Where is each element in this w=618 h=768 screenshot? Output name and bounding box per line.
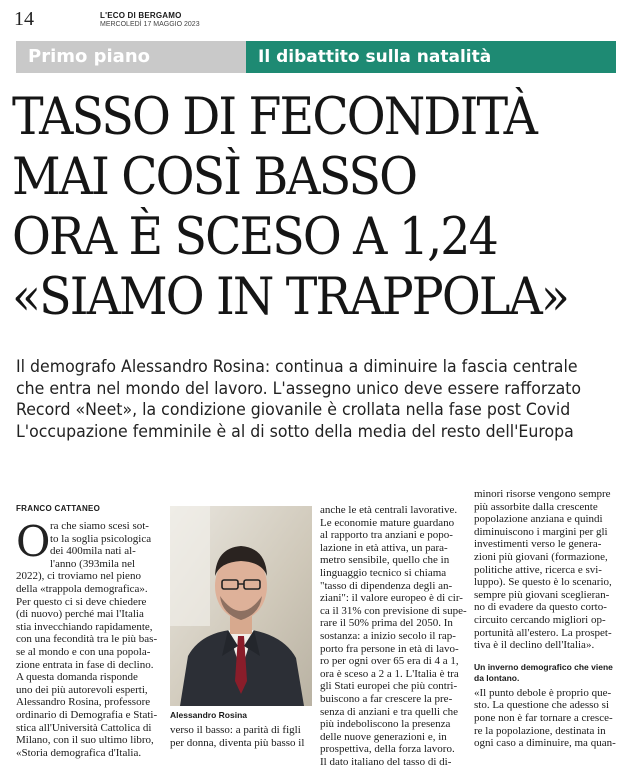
text-line: sempre più giovani sceglieran- xyxy=(474,588,610,601)
text-line: lazione in età attiva, un para- xyxy=(320,541,448,554)
article-column-4 xyxy=(474,488,616,750)
text-line: ca il 31% con previsione di supe- xyxy=(320,604,467,617)
text-line: «Il punto debole è proprio que- xyxy=(474,686,612,699)
headline-line: «SIAMO IN TRAPPOLA» xyxy=(12,268,569,327)
text-line: Milano, con il suo ultimo libro, xyxy=(16,734,154,747)
text-line: della «trappola demografica». xyxy=(16,582,148,595)
text-line: tiva è il declino dell'Italia». xyxy=(474,639,595,652)
text-line: zioni più giovani (formazione, xyxy=(474,550,608,563)
text-line: l'anno (393mila nel xyxy=(50,557,136,570)
text-line: rare il 50% prima del 2050. In xyxy=(320,617,453,630)
text-line: luppo). Se questo è lo scenario, xyxy=(474,576,612,589)
page-number: 14 xyxy=(14,8,34,30)
byline: FRANCO CATTANEO xyxy=(16,504,101,513)
text-line: al rapporto tra anziani e popo- xyxy=(320,529,453,542)
text-line: no di evadere da questo corto- xyxy=(474,601,607,614)
text-line: ogni caso a diminuire, ma quan- xyxy=(474,737,616,750)
intertitle-line: da lontano. xyxy=(474,672,520,683)
text-line: re la popolazione, destinata in xyxy=(474,724,606,737)
text-line: (di nuovo) perché mai l'Italia xyxy=(16,608,144,621)
text-line: diminuiscono i margini per gli xyxy=(474,525,608,538)
topic-label: Il dibattito sulla natalità xyxy=(246,41,616,73)
text-line: prospettiva, della forza lavoro. xyxy=(320,743,455,756)
article-column-3 xyxy=(320,504,467,768)
text-line: Per questo ci si deve chiedere xyxy=(16,595,147,608)
text-line: ra che siamo scesi sot- xyxy=(50,520,149,532)
text-line: senza di anziani e tra quelli che xyxy=(320,705,459,718)
text-line: ziani": il valore europeo è di cir- xyxy=(320,592,463,605)
text-line: investimenti verso le genera- xyxy=(474,538,602,551)
text-line: verso il basso: a parità di figli xyxy=(170,724,301,736)
text-line: circuito cercando migliori op- xyxy=(474,613,606,626)
text-line: porto fra persone in età di lavo- xyxy=(320,642,459,655)
text-line: Il dato italiano del tasso di di- xyxy=(320,755,452,768)
text-line: sto. La questione che adesso si xyxy=(474,699,610,712)
text-line: linguaggio tecnico si chiama xyxy=(320,566,447,579)
subheadline-line: L'occupazione femminile è al di sotto della media del resto dell'Europa xyxy=(16,421,574,441)
text-line: dei 400mila nati al- xyxy=(50,545,136,558)
text-line: stica all'Università Cattolica di xyxy=(16,721,152,734)
text-line: popolazione anziana e quindi xyxy=(474,513,603,526)
text-line: Le economie mature guardano xyxy=(320,516,455,529)
portrait-illustration xyxy=(170,506,312,706)
text-line: per donna, diventa più basso il xyxy=(170,736,305,749)
text-line: metro sensibile, quello che in xyxy=(320,554,450,567)
text-line: sostanza: a inizio secolo il rap- xyxy=(320,629,456,642)
page-header xyxy=(14,8,614,32)
text-line: ro per ogni over 65 era di 4 a 1, xyxy=(320,655,459,668)
subheadline xyxy=(16,356,616,442)
portrait-photo xyxy=(170,506,312,706)
headline-line: MAI COSÌ BASSO xyxy=(12,148,417,207)
spacer xyxy=(474,652,616,662)
text-line: «Storia demografica d'Italia. xyxy=(16,746,142,759)
article-column-2 xyxy=(170,724,312,749)
text-line: to la soglia psicologica xyxy=(50,532,152,545)
article-column-1 xyxy=(16,517,162,759)
text-line: uno dei più autorevoli esperti, xyxy=(16,683,148,696)
publication-date: MERCOLEDÌ 17 MAGGIO 2023 xyxy=(100,21,200,28)
headline-line: TASSO DI FECONDITÀ xyxy=(12,88,537,147)
text-line: minori risorse vengono sempre xyxy=(474,488,611,500)
subheadline-line: che entra nel mondo del lavoro. L'assegno unico deve essere rafforzato xyxy=(16,378,582,398)
text-line: più indeboliscono la presenza xyxy=(320,718,451,731)
text-line: stia invecchiando rapidamente, xyxy=(16,620,153,633)
text-line: zione entrata in fase di declino. xyxy=(16,658,154,671)
text-line: se al mondo e con una popola- xyxy=(16,645,151,658)
drop-cap: O xyxy=(16,517,51,566)
headline xyxy=(12,88,616,328)
text-line: ora è sceso a 2 a 1. L'Italia è tra xyxy=(320,667,459,680)
text-line: Alessandro Rosina, professore xyxy=(16,696,151,709)
subheadline-line: Record «Neet», la condizione giovanile è crollata nella fase post Covid xyxy=(16,400,571,419)
section-label: Primo piano xyxy=(16,41,246,73)
text-line: "tasso di dipendenza degli an- xyxy=(320,579,453,592)
headline-line: ORA È SCESO A 1,24 xyxy=(12,208,497,267)
text-line: gli Stati europei che più contri- xyxy=(320,680,458,693)
masthead: L'ECO DI BERGAMO xyxy=(100,11,182,20)
text-line: politiche attive, ricerca e svi- xyxy=(474,563,602,576)
text-line: più assorbite dalla crescente xyxy=(474,500,598,513)
text-line: portunità all'estero. La prospet- xyxy=(474,626,612,639)
subheadline-line: Il demografo Alessandro Rosina: continua a diminuire la fascia centrale xyxy=(16,357,578,376)
photo-caption: Alessandro Rosina xyxy=(170,710,247,720)
text-line: 2022), ci troviamo nel pieno xyxy=(16,570,141,583)
text-line: ordinario di Demografia e Stati- xyxy=(16,708,158,721)
text-line: anche le età centrali lavorative. xyxy=(320,504,458,516)
text-line: pone non è far tornare a cresce- xyxy=(474,711,613,724)
intertitle-line: Un inverno demografico che viene xyxy=(474,661,613,672)
text-line: buiscono a far crescere la pre- xyxy=(320,692,453,705)
text-line: delle nuove generazioni e, in xyxy=(320,730,447,743)
text-line: con una fecondità tra le più bas- xyxy=(16,633,158,646)
text-line: A questa domanda risponde xyxy=(16,671,138,684)
section-bar xyxy=(16,41,616,73)
